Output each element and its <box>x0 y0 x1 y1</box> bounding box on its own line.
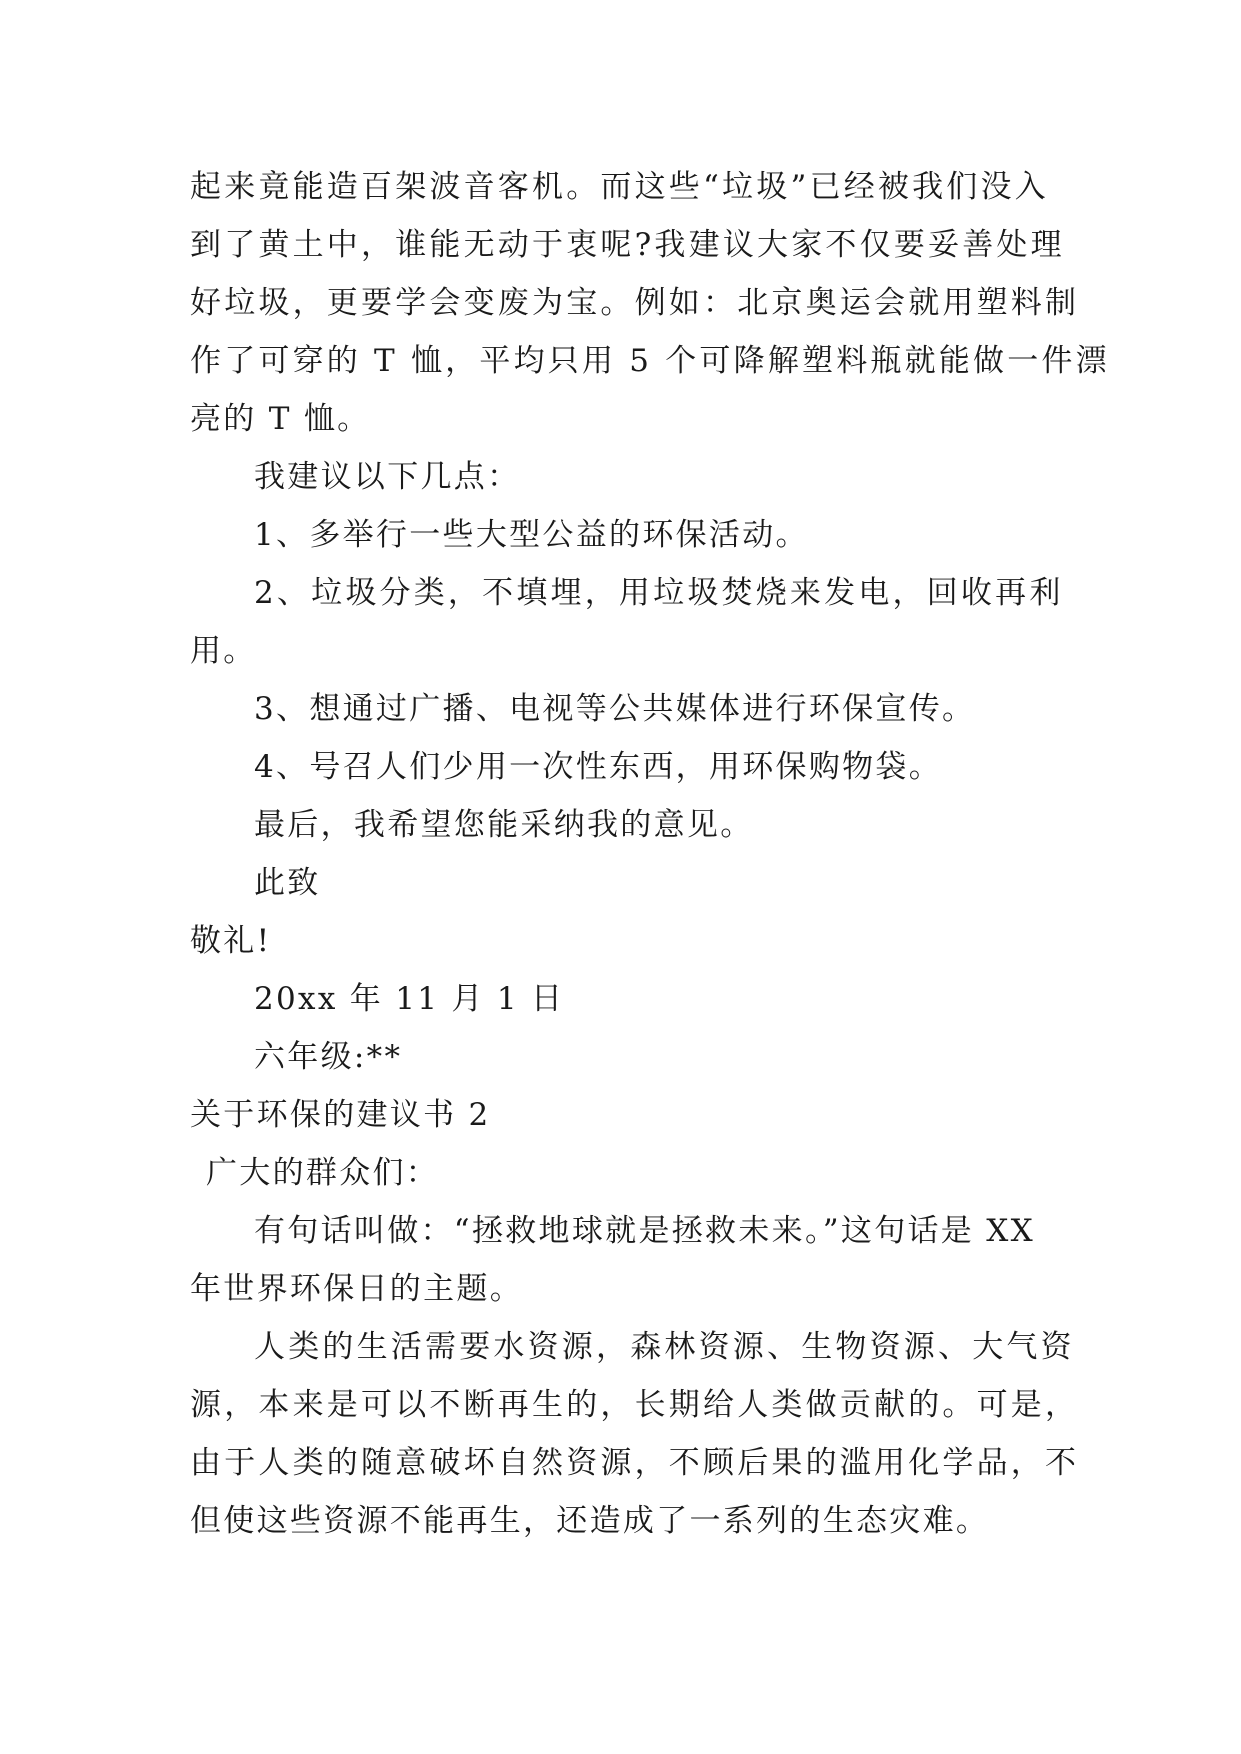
salutation-closing: 此致 <box>254 865 321 901</box>
paragraph-line: 由于人类的随意破坏自然资源，不顾后果的滥用化学品，不 <box>190 1445 1080 1481</box>
paragraph-line: 有句话叫做：“拯救地球就是拯救未来。”这句话是 XX <box>254 1213 1035 1249</box>
paragraph-line: 作了可穿的 T 恤，平均只用 5 个可降解塑料瓶就能做一件漂 <box>190 343 1110 379</box>
paragraph-line: 起来竟能造百架波音客机。而这些“垃圾”已经被我们没入 <box>190 169 1049 205</box>
suggestion-item-3: 3、想通过广播、电视等公共媒体进行环保宣传。 <box>254 691 976 727</box>
letter-signature: 六年级:** <box>254 1039 403 1075</box>
suggestion-item-1: 1、多举行一些大型公益的环保活动。 <box>254 517 809 553</box>
paragraph-line: 源，本来是可以不断再生的，长期给人类做贡献的。可是， <box>190 1387 1080 1423</box>
letter-greeting: 广大的群众们： <box>206 1155 440 1191</box>
suggestion-intro: 我建议以下几点： <box>254 459 521 495</box>
document-body <box>190 158 1110 1550</box>
paragraph-line: 人类的生活需要水资源，森林资源、生物资源、大气资 <box>254 1329 1075 1365</box>
paragraph-line: 亮的 T 恤。 <box>190 401 371 437</box>
paragraph-line: 好垃圾，更要学会变废为宝。例如：北京奥运会就用塑料制 <box>190 285 1080 321</box>
suggestion-item-2: 2、垃圾分类，不填埋，用垃圾焚烧来发电，回收再利 <box>254 575 1064 611</box>
closing-statement: 最后，我希望您能采纳我的意见。 <box>254 807 754 843</box>
paragraph-line: 到了黄土中，谁能无动于衷呢?我建议大家不仅要妥善处理 <box>190 227 1065 263</box>
paragraph-line: 但使这些资源不能再生，还造成了一系列的生态灾难。 <box>190 1503 990 1539</box>
suggestion-item-4: 4、号召人们少用一次性东西，用环保购物袋。 <box>254 749 943 785</box>
section-title: 关于环保的建议书 2 <box>190 1097 491 1133</box>
suggestion-item-2-continued: 用。 <box>190 633 257 669</box>
paragraph-line: 年世界环保日的主题。 <box>190 1271 523 1307</box>
salutation-regards: 敬礼! <box>190 923 272 959</box>
letter-date: 20xx 年 11 月 1 日 <box>254 981 565 1017</box>
